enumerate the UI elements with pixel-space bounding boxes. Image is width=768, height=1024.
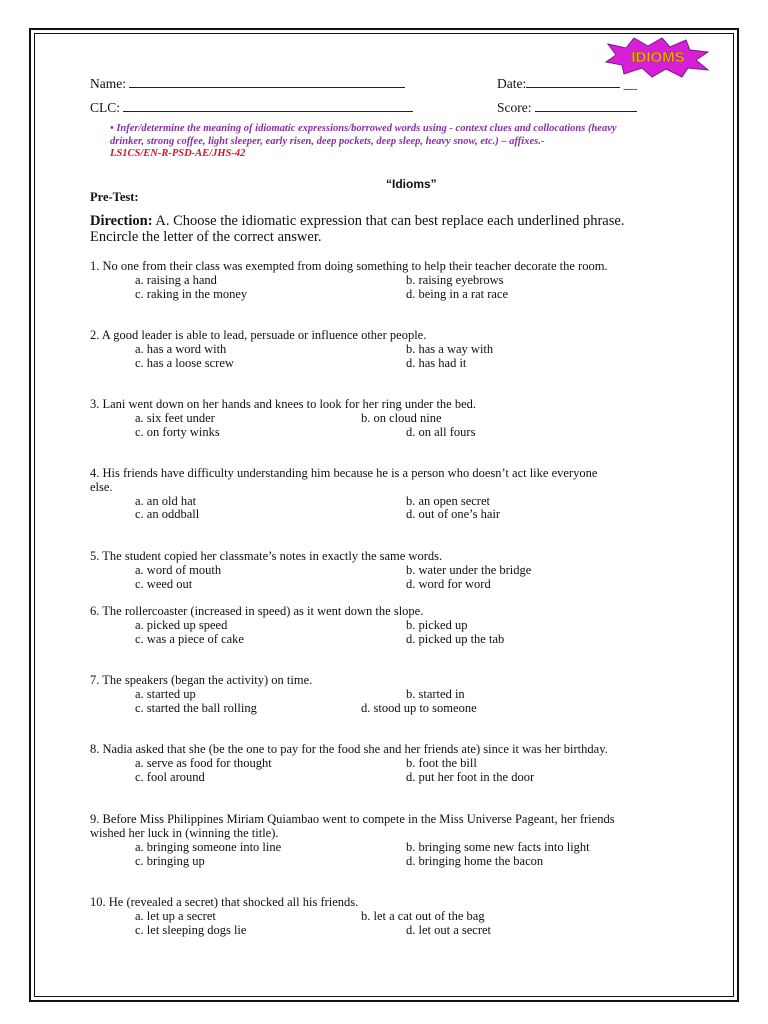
- q8-option-c[interactable]: c. fool around: [135, 770, 205, 784]
- q3-option-a[interactable]: a. six feet under: [135, 411, 215, 425]
- q1-option-a[interactable]: a. raising a hand: [135, 273, 217, 287]
- q3-option-d[interactable]: d. on all fours: [406, 425, 476, 439]
- q9-option-b[interactable]: b. bringing some new facts into light: [406, 840, 590, 854]
- pretest-label: Pre-Test:: [90, 190, 139, 204]
- q6-option-b[interactable]: b. picked up: [406, 618, 468, 632]
- score-row: [497, 100, 637, 116]
- name-label: Name:: [90, 76, 126, 91]
- q5-option-d[interactable]: d. word for word: [406, 577, 491, 591]
- q5-option-b[interactable]: b. water under the bridge: [406, 563, 532, 577]
- q5-option-a[interactable]: a. word of mouth: [135, 563, 222, 577]
- date-suffix: __: [623, 76, 638, 91]
- q10-option-a[interactable]: a. let up a secret: [135, 909, 216, 923]
- q10-option-b[interactable]: b. let a cat out of the bag: [361, 909, 485, 923]
- clc-row: [90, 100, 413, 116]
- q4-option-b[interactable]: b. an open secret: [406, 494, 490, 508]
- date-label: Date:: [497, 76, 527, 91]
- q3-option-c[interactable]: c. on forty winks: [135, 425, 220, 439]
- q6-option-d[interactable]: d. picked up the tab: [406, 632, 505, 646]
- competency-line-1: [110, 122, 617, 135]
- question-1-text: 1. No one from their class was exempted from doing something to help their teacher decorate the room.: [90, 259, 608, 273]
- q5-option-c[interactable]: c. weed out: [135, 577, 193, 591]
- q2-option-d[interactable]: d. has had it: [406, 356, 467, 370]
- competency-text-1: Infer/determine the meaning of idiomatic expressions/borrowed words using - context clues and collocations (heavy: [116, 123, 617, 134]
- date-field[interactable]: [526, 76, 620, 88]
- q2-option-a[interactable]: a. has a word with: [135, 342, 227, 356]
- score-field[interactable]: [535, 100, 637, 112]
- question-8-text: 8. Nadia asked that she (be the one to pay for the food she and her friends ate) since it was her birthday.: [90, 742, 608, 756]
- q4-option-c[interactable]: c. an oddball: [135, 507, 200, 521]
- question-10-text: 10. He (revealed a secret) that shocked all his friends.: [90, 895, 359, 909]
- score-label: Score:: [497, 100, 532, 115]
- q1-option-b[interactable]: b. raising eyebrows: [406, 273, 504, 287]
- direction-label: Direction:: [90, 213, 153, 229]
- question-6-text: 6. The rollercoaster (increased in speed) as it went down the slope.: [90, 604, 424, 618]
- question-4-text: 4. His friends have difficulty understanding him because he is a person who doesn’t act like everyone: [90, 466, 598, 480]
- name-row: [90, 76, 405, 92]
- q1-option-d[interactable]: d. being in a rat race: [406, 287, 509, 301]
- direction-text-1: A. Choose the idiomatic expression that can best replace each underlined phrase.: [152, 213, 625, 229]
- question-4-text-cont: else.: [90, 480, 113, 494]
- q9-option-d[interactable]: d. bringing home the bacon: [406, 854, 544, 868]
- q4-option-d[interactable]: d. out of one’s hair: [406, 507, 501, 521]
- q7-option-d[interactable]: d. stood up to someone: [361, 701, 477, 715]
- name-field[interactable]: [129, 76, 405, 88]
- question-3-text: 3. Lani went down on her hands and knees to look for her ring under the bed.: [90, 397, 477, 411]
- q7-option-a[interactable]: a. started up: [135, 687, 196, 701]
- q1-option-c[interactable]: c. raking in the money: [135, 287, 248, 301]
- competency-bullet: •: [110, 123, 114, 134]
- logo-text: IDIOMS: [631, 49, 685, 66]
- q6-option-a[interactable]: a. picked up speed: [135, 618, 228, 632]
- q9-option-a[interactable]: a. bringing someone into line: [135, 840, 282, 854]
- q7-option-b[interactable]: b. started in: [406, 687, 465, 701]
- q10-option-c[interactable]: c. let sleeping dogs lie: [135, 923, 247, 937]
- q9-option-c[interactable]: c. bringing up: [135, 854, 205, 868]
- date-row: [497, 76, 637, 92]
- direction-text-2: Encircle the letter of the correct answer.: [90, 229, 322, 245]
- idioms-logo: [604, 36, 712, 78]
- q6-option-c[interactable]: c. was a piece of cake: [135, 632, 244, 646]
- competency-text-2: drinker, strong coffee, light sleeper, early risen, deep pockets, deep sleep, heavy snow, etc.) – affixes.-: [110, 136, 545, 147]
- q7-option-c[interactable]: c. started the ball rolling: [135, 701, 257, 715]
- q8-option-d[interactable]: d. put her foot in the door: [406, 770, 535, 784]
- q8-option-b[interactable]: b. foot the bill: [406, 756, 477, 770]
- q8-option-a[interactable]: a. serve as food for thought: [135, 756, 272, 770]
- clc-field[interactable]: [123, 100, 413, 112]
- clc-label: CLC:: [90, 100, 121, 115]
- question-5-text: 5. The student copied her classmate’s notes in exactly the same words.: [90, 549, 443, 563]
- question-2-text: 2. A good leader is able to lead, persuade or influence other people.: [90, 328, 427, 342]
- q2-option-c[interactable]: c. has a loose screw: [135, 356, 234, 370]
- worksheet-title: “Idioms”: [386, 177, 437, 191]
- q4-option-a[interactable]: a. an old hat: [135, 494, 197, 508]
- q10-option-d[interactable]: d. let out a secret: [406, 923, 492, 937]
- q2-option-b[interactable]: b. has a way with: [406, 342, 494, 356]
- question-7-text: 7. The speakers (began the activity) on time.: [90, 673, 313, 687]
- question-9-text-cont: wished her luck in (winning the title).: [90, 826, 279, 840]
- q3-option-b[interactable]: b. on cloud nine: [361, 411, 442, 425]
- question-9-text: 9. Before Miss Philippines Miriam Quiambao went to compete in the Miss Universe Pageant, her friends: [90, 812, 615, 826]
- direction-line-1: [90, 213, 624, 229]
- competency-code: LS1CS/EN-R-PSD-AE/JHS-42: [110, 148, 246, 159]
